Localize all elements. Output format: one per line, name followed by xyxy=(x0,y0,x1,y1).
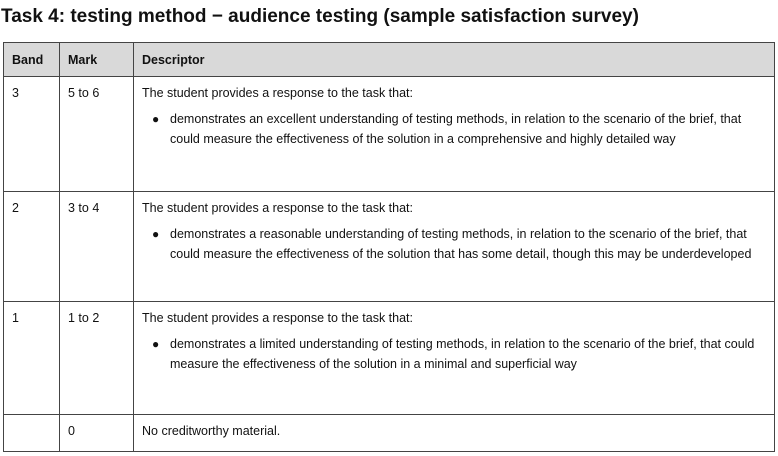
descriptor-bullets xyxy=(142,109,766,149)
descriptor-bullets xyxy=(142,334,766,374)
band-cell: 1 xyxy=(4,302,60,415)
mark-cell: 0 xyxy=(60,415,134,452)
descriptor-bullet xyxy=(142,224,766,264)
table-row xyxy=(4,77,775,192)
header-descriptor: Descriptor xyxy=(134,43,775,77)
page-title: Task 4: testing method − audience testing (sample satisfaction survey) xyxy=(1,6,639,27)
descriptor-intro: The student provides a response to the task that: xyxy=(142,86,413,100)
descriptor-intro: The student provides a response to the task that: xyxy=(142,311,413,325)
header-band: Band xyxy=(4,43,60,77)
descriptor-cell: No creditworthy material. xyxy=(134,415,775,452)
band-cell: 3 xyxy=(4,77,60,192)
descriptor-cell xyxy=(134,302,775,415)
descriptor-cell xyxy=(134,192,775,302)
descriptor-bullet-text: demonstrates a limited understanding of testing methods, in relation to the scenario of the brief, that could measure the effectiveness of the solution in a minimal and superficial way xyxy=(170,337,755,371)
mark-cell: 1 to 2 xyxy=(60,302,134,415)
mark-cell: 3 to 4 xyxy=(60,192,134,302)
bullet-icon: ● xyxy=(152,337,160,351)
descriptor-bullets xyxy=(142,224,766,264)
table-row xyxy=(4,415,775,452)
descriptor-cell xyxy=(134,77,775,192)
bullet-icon: ● xyxy=(152,112,160,126)
descriptor-intro: The student provides a response to the task that: xyxy=(142,201,413,215)
mark-cell: 5 to 6 xyxy=(60,77,134,192)
descriptor-bullet xyxy=(142,334,766,374)
band-cell: 2 xyxy=(4,192,60,302)
mark-scheme-table xyxy=(3,42,775,452)
bullet-icon: ● xyxy=(152,227,160,241)
table-row xyxy=(4,302,775,415)
descriptor-bullet-text: demonstrates an excellent understanding of testing methods, in relation to the scenario of the brief, that could measure the effectiveness of the solution in a comprehensive and highly detailed way xyxy=(170,112,742,146)
descriptor-bullet xyxy=(142,109,766,149)
band-cell xyxy=(4,415,60,452)
table-row xyxy=(4,192,775,302)
header-mark: Mark xyxy=(60,43,134,77)
descriptor-bullet-text: demonstrates a reasonable understanding of testing methods, in relation to the scenario of the brief, that could measure the effectiveness of the solution that has some detail, though this may be underdeveloped xyxy=(170,227,752,261)
table-header-row xyxy=(4,43,775,77)
